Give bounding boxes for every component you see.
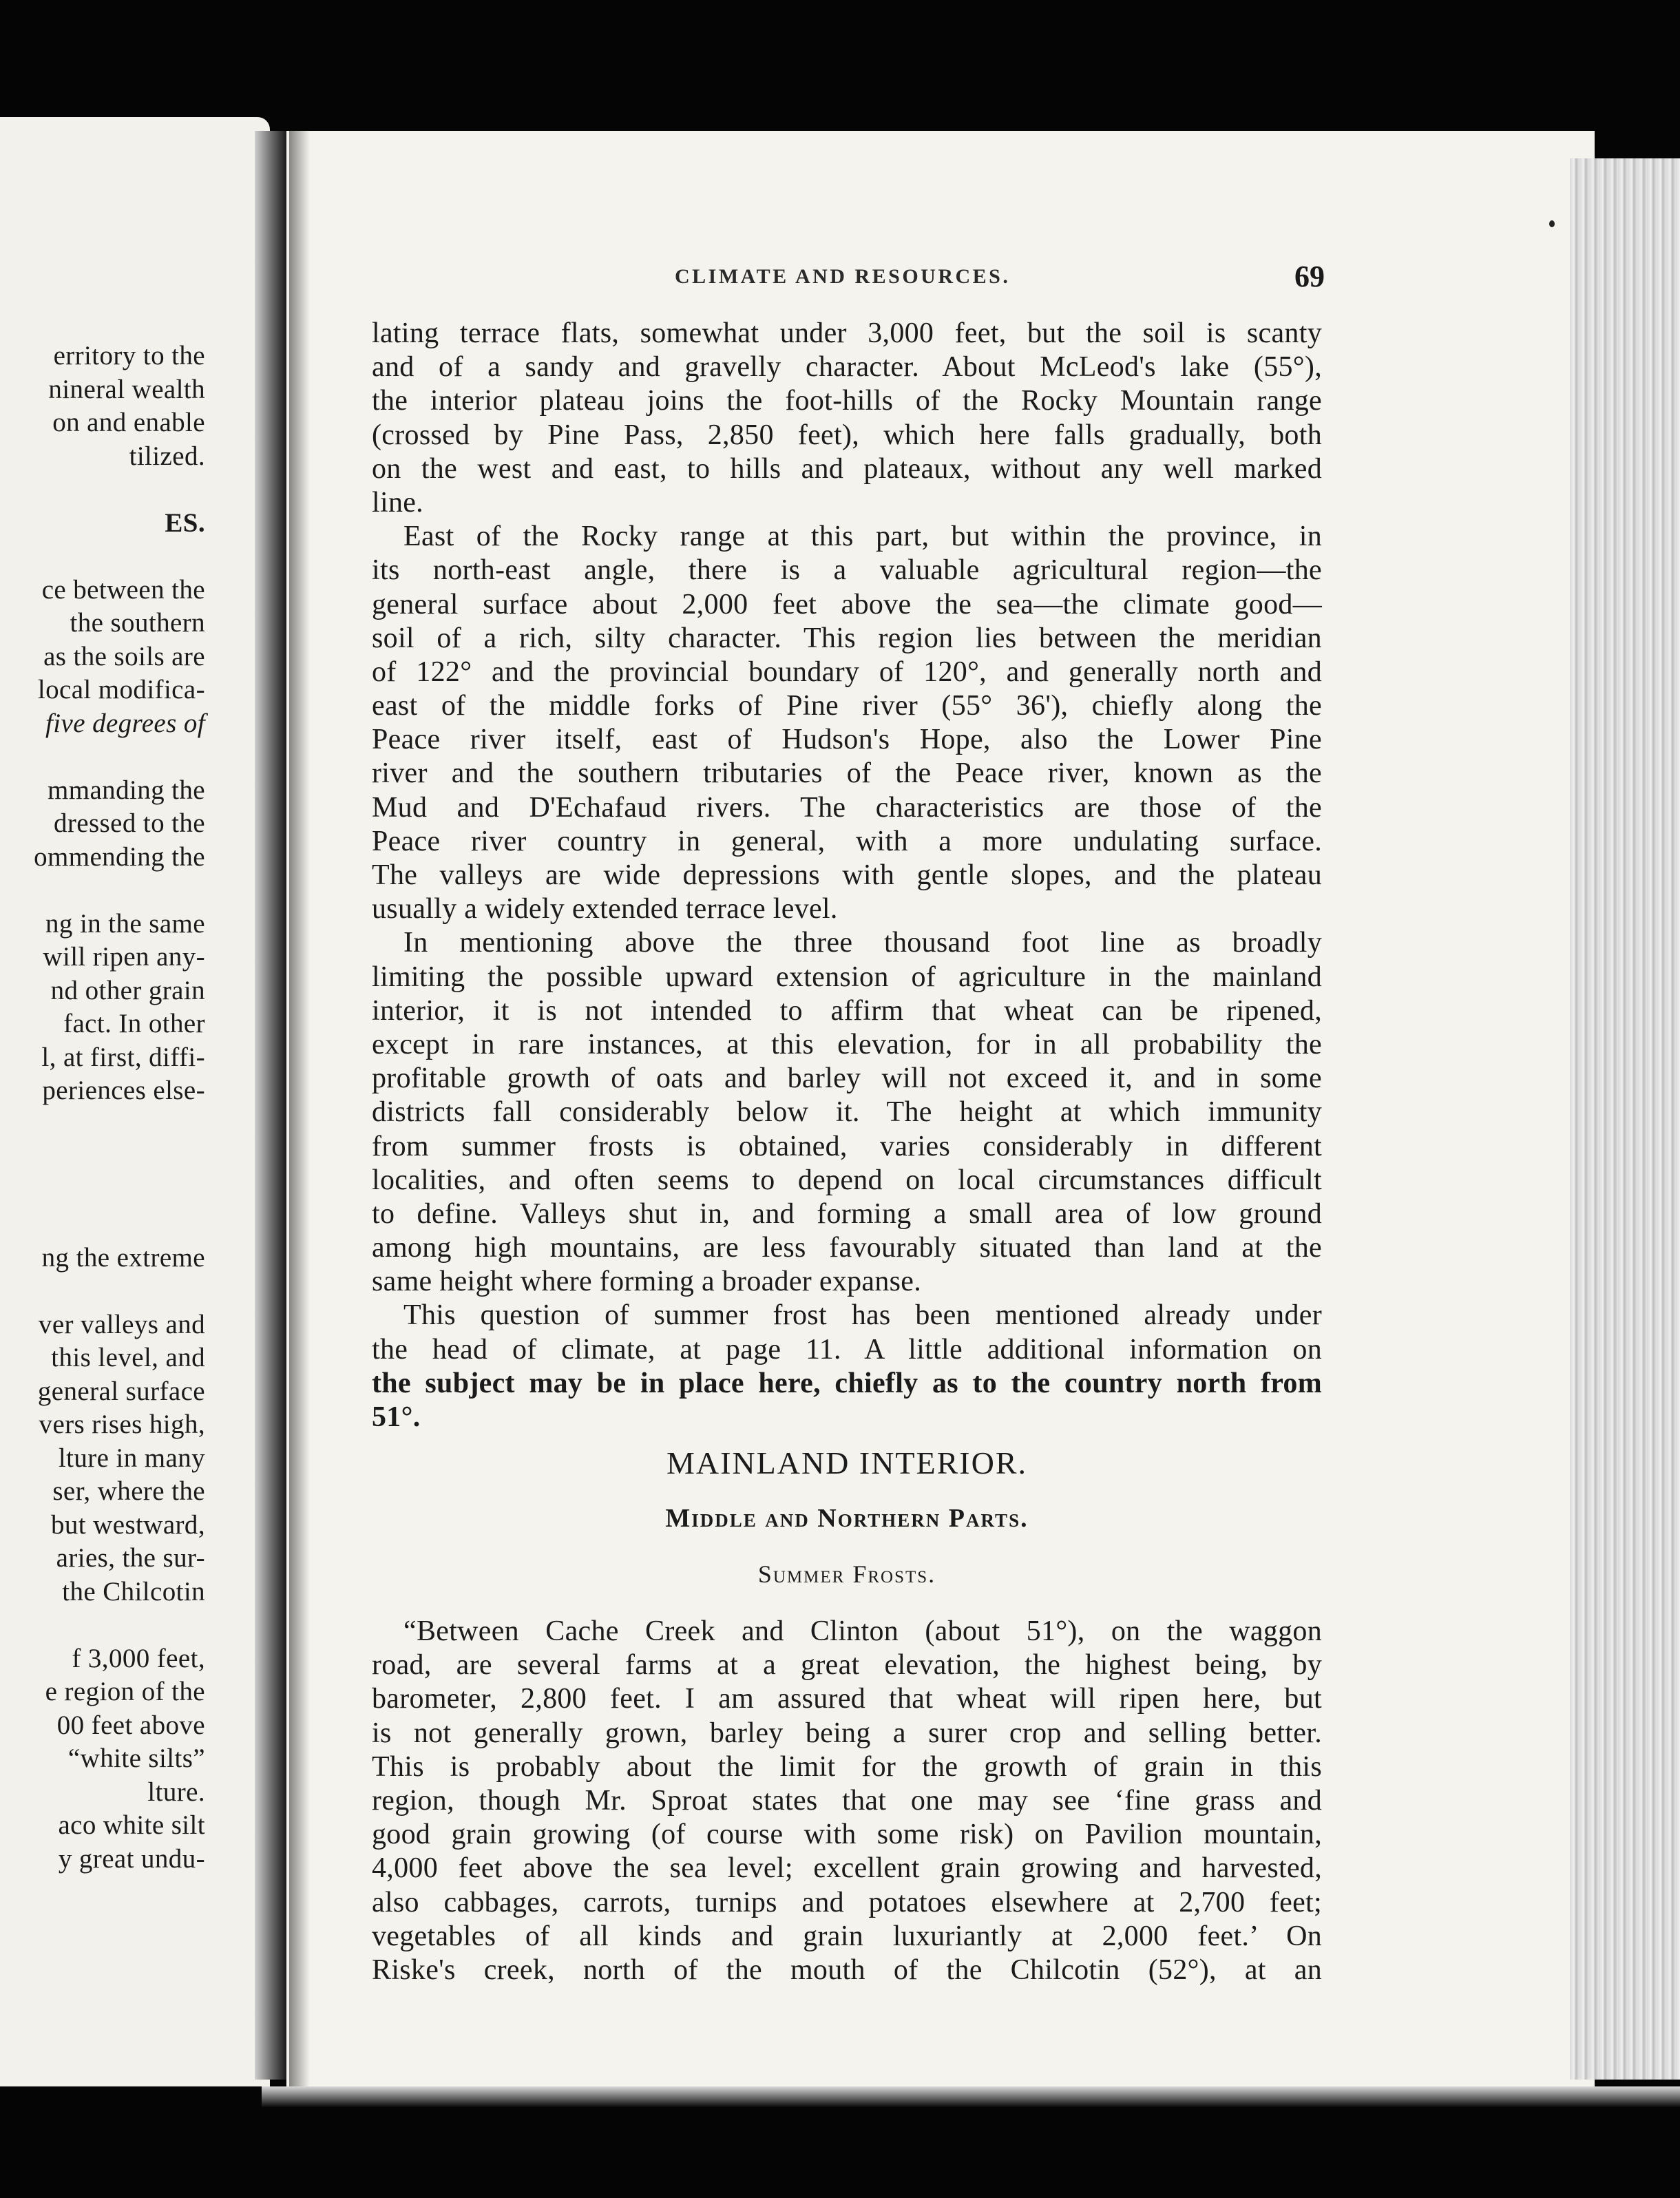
quote-line: is not generally grown, barley being a surer crop and selling better. xyxy=(372,1717,1322,1749)
quote-line: vegetables of all kinds and grain luxuriantly at 2,000 feet.’ On xyxy=(372,1920,1322,1952)
body-line: East of the Rocky range at this part, but within the province, in xyxy=(403,521,1322,553)
left-page-line: ser, where the xyxy=(52,1476,205,1506)
left-facing-page xyxy=(0,117,270,2086)
body-line: Mud and D'Echafaud rivers. The characteristics are those of the xyxy=(372,791,1322,824)
body-line: general surface about 2,000 feet above the sea—the climate good— xyxy=(372,588,1322,620)
quote-line: barometer, 2,800 feet. I am assured that wheat will ripen here, but xyxy=(372,1683,1322,1715)
body-line: lating terrace flats, somewhat under 3,000 feet, but the soil is scanty xyxy=(372,317,1322,349)
body-line: of 122° and the provincial boundary of 120°, and generally north and xyxy=(372,656,1322,688)
body-line: In mentioning above the three thousand foot line as broadly xyxy=(403,927,1322,959)
body-text xyxy=(372,317,1322,1434)
quote-line: road, are several farms at a great elevation, the highest being, by xyxy=(372,1649,1322,1682)
bottom-page-edge xyxy=(262,2086,1680,2107)
page-shadow xyxy=(289,131,310,2093)
body-line: east of the middle forks of Pine river (55° 36'), chiefly along the xyxy=(372,690,1322,722)
left-page-line: f 3,000 feet, xyxy=(72,1643,205,1673)
left-page-line: ng the extreme xyxy=(41,1242,205,1273)
running-head: CLIMATE AND RESOURCES. xyxy=(675,265,1011,288)
body-line: its north-east angle, there is a valuable agricultural region—the xyxy=(372,554,1322,587)
quote-line: Riske's creek, north of the mouth of the Chilcotin (52°), at an xyxy=(372,1954,1322,1986)
body-line: localities, and often seems to depend on local circumstances difficult xyxy=(372,1164,1322,1196)
left-page-line: the southern xyxy=(70,608,205,638)
left-page-line: general surface xyxy=(37,1376,205,1406)
body-line: the head of climate, at page 11. A little additional information on xyxy=(372,1333,1322,1365)
quote-line: region, though Mr. Sproat states that one may see ‘fine grass and xyxy=(372,1784,1322,1817)
left-page-line: ES. xyxy=(165,507,205,538)
left-page-line: nd other grain xyxy=(50,975,205,1005)
body-line: line. xyxy=(372,486,423,519)
quote-line: This is probably about the limit for the growth of grain in this xyxy=(372,1750,1322,1783)
left-page-line: fact. In other xyxy=(63,1009,205,1038)
body-line: the interior plateau joins the foot-hills of the Rocky Mountain range xyxy=(372,385,1322,417)
body-line: the subject may be in place here, chiefly as to the country north from xyxy=(372,1367,1322,1399)
left-page-line: nineral wealth xyxy=(48,374,205,404)
left-page-line: local modifica- xyxy=(37,675,205,704)
quote-line: good grain growing (of course with some risk) on Pavilion mountain, xyxy=(372,1819,1322,1851)
body-line: Peace river country in general, with a more undulating surface. xyxy=(372,825,1322,857)
left-page-line: on and enable xyxy=(52,408,205,437)
body-line: profitable growth of oats and barley will not exceed it, and in some xyxy=(372,1063,1322,1095)
body-line: from summer frosts is obtained, varies considerably in different xyxy=(372,1130,1322,1162)
left-page-line: “white silts” xyxy=(67,1744,205,1773)
left-page-line: vers rises high, xyxy=(39,1410,205,1439)
left-page-line: 00 feet above xyxy=(56,1710,205,1740)
left-page-line: this level, and xyxy=(51,1343,205,1372)
left-page-line: y great undu- xyxy=(58,1843,205,1874)
body-line: soil of a rich, silty character. This region lies between the meridian xyxy=(372,622,1322,654)
body-line: among high mountains, are less favourably situated than land at the xyxy=(372,1232,1322,1264)
body-line: usually a widely extended terrace level. xyxy=(372,893,838,925)
body-line: The valleys are wide depressions with gentle slopes, and the plateau xyxy=(372,859,1322,891)
left-page-line: dressed to the xyxy=(53,808,205,838)
section-title: MAINLAND INTERIOR. xyxy=(666,1445,1028,1480)
body-line: This question of summer frost has been mentioned already under xyxy=(403,1299,1322,1332)
ink-spot xyxy=(1549,220,1555,227)
quote-line: 4,000 feet above the sea level; excellent grain growing and harvested, xyxy=(372,1852,1322,1885)
left-page-line: ce between the xyxy=(41,574,205,605)
left-page-line: aco white silt xyxy=(58,1810,205,1840)
left-page-line: ng in the same xyxy=(45,908,205,939)
left-page-line: the Chilcotin xyxy=(62,1576,205,1606)
section-subsubtitle: Summer Frosts. xyxy=(757,1560,936,1588)
body-line: to define. Valleys shut in, and forming a small area of low ground xyxy=(372,1197,1322,1230)
left-page-line: ommending the xyxy=(34,841,205,872)
left-page-line: tilized. xyxy=(129,441,205,471)
body-line: on the west and east, to hills and plateaux, without any well marked xyxy=(372,452,1322,485)
page-edges xyxy=(1570,158,1680,2080)
left-page-line: but westward, xyxy=(51,1509,205,1540)
left-page-line: five degrees of xyxy=(45,708,205,738)
left-page-line: lture. xyxy=(147,1777,205,1807)
left-page-line: aries, the sur- xyxy=(56,1543,205,1573)
book-gutter xyxy=(255,131,286,2080)
body-line: limiting the possible upward extension of agriculture in the mainland xyxy=(372,961,1322,993)
body-line: Peace river itself, east of Hudson's Hope, also the Lower Pine xyxy=(372,724,1322,756)
section-subtitle: Middle and Northern Parts. xyxy=(665,1504,1029,1533)
left-page-line: lture in many xyxy=(58,1443,205,1473)
body-line: (crossed by Pine Pass, 2,850 feet), which here falls gradually, both xyxy=(372,419,1322,451)
body-line: 51°. xyxy=(372,1401,421,1433)
body-line: and of a sandy and gravelly character. About McLeod's lake (55°), xyxy=(372,351,1322,384)
left-page-line: e region of the xyxy=(45,1677,205,1706)
left-page-line: will ripen any- xyxy=(43,942,205,972)
body-line: interior, it is not intended to affirm that wheat can be ripened, xyxy=(372,994,1322,1027)
quote-line: “Between Cache Creek and Clinton (about 51°), on the waggon xyxy=(403,1615,1322,1647)
left-page-line: erritory to the xyxy=(53,341,205,370)
quote-text xyxy=(372,1615,1322,1987)
body-line: same height where forming a broader expanse. xyxy=(372,1266,922,1298)
left-page-line: as the soils are xyxy=(43,641,205,671)
body-line: river and the southern tributaries of the Peace river, known as the xyxy=(372,757,1322,790)
left-page-line: l, at first, diffi- xyxy=(41,1042,205,1072)
body-line: except in rare instances, at this elevation, for in all probability the xyxy=(372,1028,1322,1060)
page-number: 69 xyxy=(1294,260,1325,293)
left-page-line: periences else- xyxy=(42,1076,205,1105)
body-line: districts fall considerably below it. The height at which immunity xyxy=(372,1096,1322,1129)
left-page-line: ver valleys and xyxy=(38,1309,205,1339)
quote-line: also cabbages, carrots, turnips and potatoes elsewhere at 2,700 feet; xyxy=(372,1886,1322,1918)
left-page-line: mmanding the xyxy=(47,775,205,805)
